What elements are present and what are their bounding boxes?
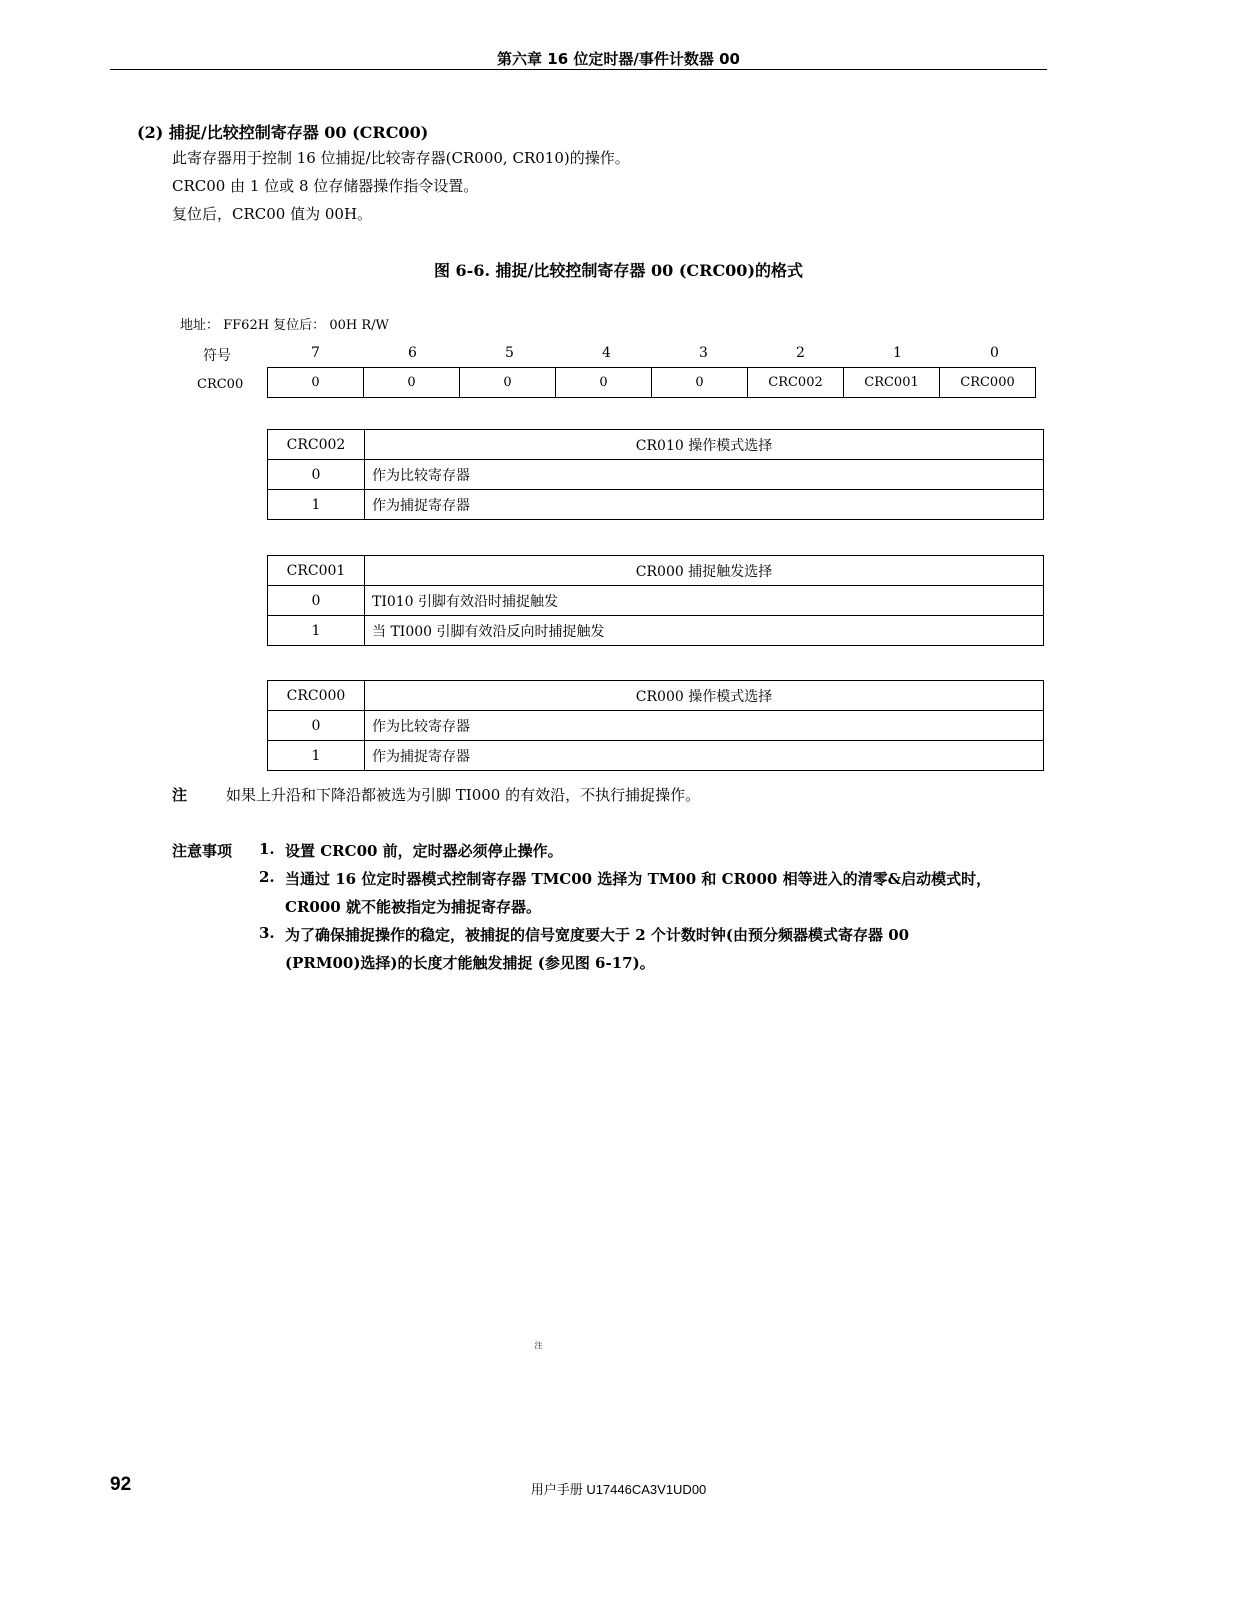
caution-2-line-2: CR000 就不能被指定为捕捉寄存器。 [285,898,541,916]
table-bit-name: CRC000 [268,681,365,711]
bit-number-7: 7 [311,345,320,361]
caution-2-line-1: 当通过 16 位定时器模式控制寄存器 TMC00 选择为 TM00 和 CR000 相等进入的清零&启动模式时， [285,870,992,888]
row-value: 1 [268,490,365,520]
note-text: 如果上升沿和下降沿都被选为引脚 TI000 的有效沿，不执行捕捉操作。 [226,786,701,804]
bit-number-4: 4 [602,345,611,361]
section-line-3: 复位后，CRC00 值为 00H。 [172,205,373,223]
table-bit-name: CRC002 [268,430,365,460]
table-bit-name: CRC001 [268,556,365,586]
register-name: CRC00 [197,377,244,392]
page-number: 92 [110,1474,132,1495]
row-value: 1 [268,616,365,646]
table-header: CR000 操作模式选择 [365,681,1044,711]
page-header: 第六章 16 位定时器/事件计数器 00 [497,50,740,68]
row-value: 0 [268,586,365,616]
header-rule [110,69,1047,70]
table-row [268,616,1044,646]
symbol-label: 符号 [203,348,231,364]
bit-number-2: 2 [796,345,805,361]
row-desc: TI010 引脚有效沿时捕捉触发 [365,586,1044,616]
bit-number-0: 0 [990,345,999,361]
row-value: 0 [268,460,365,490]
bit-cell-7: 0 [268,368,364,398]
caution-3-line-2: (PRM00)选择)的长度才能触发捕捉 (参见图 6-17)。 [285,954,655,972]
table-row [268,586,1044,616]
section-line-1: 此寄存器用于控制 16 位捕捉/比较寄存器(CR000, CR010)的操作。 [172,149,630,167]
crc000-table [267,680,1044,771]
table-row [268,490,1044,520]
row-desc: 作为捕捉寄存器 [365,741,1044,771]
register-bit-table [267,367,1036,398]
figure-title: 图 6-6. 捕捉/比较控制寄存器 00 (CRC00)的格式 [433,261,804,280]
bit-cell-6: 0 [364,368,460,398]
table-header: CR010 操作模式选择 [365,430,1044,460]
table-row [268,460,1044,490]
row-desc-before: 当 TI000 引脚有效沿反向 [372,623,535,640]
bit-cell-5: 0 [460,368,556,398]
caution-1-line-1: 设置 CRC00 前，定时器必须停止操作。 [285,842,563,860]
address-line: 地址： FF62H 复位后： 00H R/W [180,318,389,333]
caution-3-line-1: 为了确保捕捉操作的稳定，被捕捉的信号宽度要大于 2 个计数时钟(由预分频器模式寄存器 00 [285,926,910,944]
row-desc: 作为比较寄存器 [365,711,1044,741]
caution-1-num: 1. [259,840,275,858]
section-title: (2) 捕捉/比较控制寄存器 00 (CRC00) [137,123,429,142]
note-mark: 注 [172,786,188,804]
crc002-table [267,429,1044,520]
table-row [268,711,1044,741]
caution-2-num: 2. [259,868,275,886]
bit-number-1: 1 [893,345,902,361]
bit-number-5: 5 [505,345,514,361]
section-line-2: CRC00 由 1 位或 8 位存储器操作指令设置。 [172,177,479,195]
row-desc: 作为捕捉寄存器 [365,490,1044,520]
caution-3-num: 3. [259,924,275,942]
bit-cell-1: CRC001 [844,368,940,398]
row-desc-after: 时捕捉触发 [534,623,605,640]
bit-cell-4: 0 [556,368,652,398]
note-marker: 注 [534,1340,543,1350]
row-value: 1 [268,741,365,771]
table-row [268,741,1044,771]
bit-cell-0: CRC000 [940,368,1036,398]
bit-number-6: 6 [408,345,417,361]
row-desc: 作为比较寄存器 [365,460,1044,490]
caution-label: 注意事项 [172,842,233,860]
bit-number-3: 3 [699,345,708,361]
bit-cell-3: 0 [652,368,748,398]
bit-cell-2: CRC002 [748,368,844,398]
row-value: 0 [268,711,365,741]
document-id: 用户手册 U17446CA3V1UD00 [530,1482,707,1497]
table-header: CR000 捕捉触发选择 [365,556,1044,586]
